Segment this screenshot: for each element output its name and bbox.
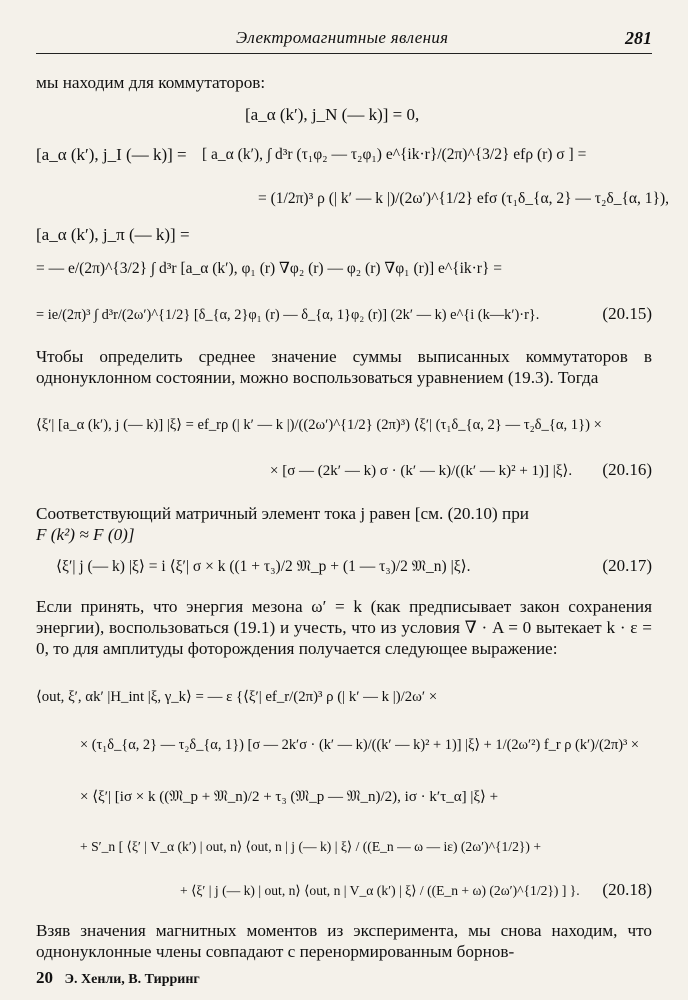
equation-7: ⟨ξ′| [a_α (k′), j (— k)] |ξ⟩ = ef_rρ (| k′ — k |)/((2ω′)^{1/2} (2π)³) ⟨ξ′| (τ₁δ_{α, 2} — τ₂δ_{α, 1}) × xyxy=(36,417,602,433)
equation-8: × [σ — (2k′ — k) σ · (k′ — k)/((k′ — k)² + 1)] |ξ⟩. xyxy=(270,463,573,479)
paragraph-2: Чтобы определить среднее значение суммы выписанных коммутаторов в однонуклонном состоянии, можно воспользоваться уравнением (19.3). Тогда xyxy=(36,347,652,387)
equation-2-rhs: [ a_α (k′), ∫ d³r (τ₁φ₂ — τ₂φ₁) e^{ik·r}/(2π)^{3/2} efρ (r) σ ] = xyxy=(202,146,587,163)
intro-line: мы находим для коммутаторов: xyxy=(36,73,266,92)
equation-4: [a_α (k′), j_π (— k)] = xyxy=(36,225,190,244)
equation-6: = ie/(2π)³ ∫ d³r/(2ω′)^{1/2} [δ_{α, 2}φ₁ (r) — δ_{α, 1}φ₂ (r)] (2k′ — k) e^{i (k—k′)·r}. xyxy=(36,307,540,323)
equation-13: + S′_n [ ⟨ξ′ | V_α (k′) | out, n⟩ ⟨out, n | j (— k) | ξ⟩ / ((E_n — ω — iε) (2ω′)^{1/2}) + xyxy=(80,839,542,854)
footer-signature xyxy=(36,968,200,988)
paragraph-3b: F (k²) ≈ F (0)] xyxy=(36,525,135,544)
page-number: 281 xyxy=(625,28,652,48)
equation-11: × (τ₁δ_{α, 2} — τ₂δ_{α, 1}) [σ — 2k′σ · (k′ — k)/((k′ — k)² + 1)] |ξ⟩ + 1/(2ω′²) f_r ρ (k′)/(2π)³ × xyxy=(80,737,640,753)
header-rule xyxy=(36,53,652,54)
equation-9: ⟨ξ′| j (— k) |ξ⟩ = i ⟨ξ′| σ × k ((1 + τ₃)/2 𝔐_p + (1 — τ₃)/2 𝔐_n) |ξ⟩. xyxy=(56,558,471,575)
equation-number-20-18: (20.18) xyxy=(602,880,652,899)
equation-number-20-15: (20.15) xyxy=(602,304,652,323)
equation-5: = — e/(2π)^{3/2} ∫ d³r [a_α (k′), φ₁ (r) ∇φ₂ (r) — φ₂ (r) ∇φ₁ (r)] e^{ik·r} = xyxy=(36,260,503,277)
equation-10: ⟨out, ξ′, αk′ |H_int |ξ, γ_k⟩ = — ε {⟨ξ′| ef_r/(2π)³ ρ (| k′ — k |)/2ω′ × xyxy=(36,689,438,705)
running-header xyxy=(36,28,652,50)
paragraph-4: Если принять, что энергия мезона ω′ = k (как предписывает закон сохранения энергии), воспользоваться (19.1) и учесть, что из условия ∇ · A = 0 вытекает k · ε = 0, то для амплитуды фоторождения получается следующее выражение: xyxy=(36,597,652,658)
signature-text: Э. Хенли, В. Тирринг xyxy=(64,972,200,987)
equation-3: = (1/2π)³ ρ (| k′ — k |)/(2ω′)^{1/2} efσ (τ₁δ_{α, 2} — τ₂δ_{α, 1}), xyxy=(258,190,670,207)
equation-12: × ⟨ξ′| [iσ × k ((𝔐_p + 𝔐_n)/2 + τ₃ (𝔐_p — 𝔐_n)/2), iσ · k′τ_α] |ξ⟩ + xyxy=(80,789,499,805)
paragraph-3a: Соответствующий матричный элемент тока j равен [см. (20.10) при xyxy=(36,504,530,523)
equation-number-20-16: (20.16) xyxy=(602,460,652,479)
signature-number: 20 xyxy=(36,968,53,987)
paragraph-5: Взяв значения магнитных моментов из эксперимента, мы снова находим, что однонуклонные члены совпадают с перенормированным борнов- xyxy=(36,921,652,961)
equation-14: + ⟨ξ′ | j (— k) | out, n⟩ ⟨out, n | V_α (k′) | ξ⟩ / ((E_n + ω) (2ω′)^{1/2}) ] }. xyxy=(180,883,580,898)
equation-number-20-17: (20.17) xyxy=(602,556,652,575)
equation-2-lhs: [a_α (k′), j_I (— k)] = xyxy=(36,145,187,164)
running-title: Электромагнитные явления xyxy=(236,28,449,47)
equation-1: [a_α (k′), j_N (— k)] = 0, xyxy=(245,105,420,124)
